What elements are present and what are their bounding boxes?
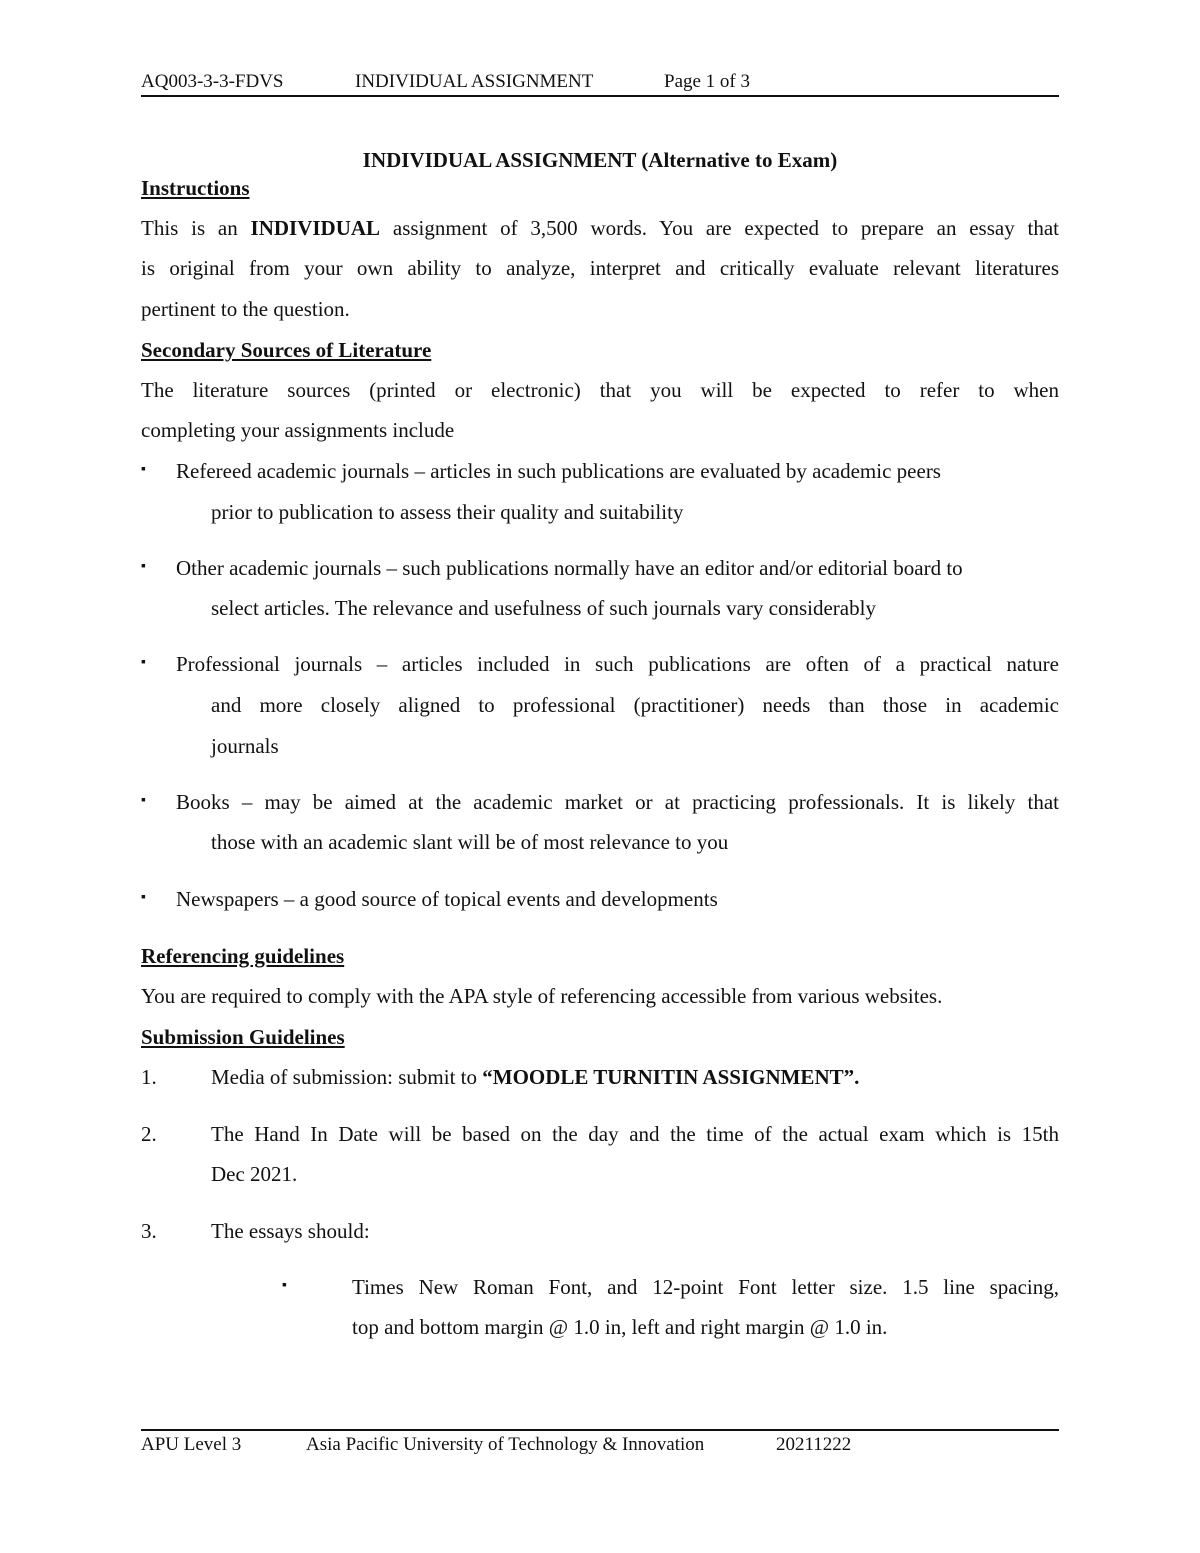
bullet-marker: ▪ [282, 1278, 287, 1293]
instructions-line-3: pertinent to the question. [141, 297, 350, 321]
essay-format-line-1: Times New Roman Font, and 12-point Font letter size. 1.5 line spacing, [352, 1275, 1059, 1299]
submission-item-2: The Hand In Date will be based on the day and the time of the actual exam which is 15th [211, 1122, 1059, 1146]
footer-university: Asia Pacific University of Technology & Innovation [306, 1434, 705, 1455]
list-number: 1. [141, 1065, 157, 1089]
list-item-continuation: prior to publication to assess their quality and suitability [211, 500, 684, 524]
instructions-line-1: This is an INDIVIDUAL assignment of 3,500 words. You are expected to prepare an essay that [141, 216, 1059, 240]
list-item: Refereed academic journals – articles in such publications are evaluated by academic peers [176, 459, 941, 483]
bullet-marker: ▪ [141, 793, 146, 808]
list-item: Other academic journals – such publications normally have an editor and/or editorial board to [176, 556, 963, 580]
list-number: 3. [141, 1219, 157, 1243]
list-number: 2. [141, 1122, 157, 1146]
instructions-heading: Instructions [141, 176, 250, 200]
referencing-text: You are required to comply with the APA style of referencing accessible from various websites. [141, 984, 943, 1008]
list-item-continuation: journals [211, 734, 279, 758]
submission-item-2-continuation: Dec 2021. [211, 1162, 298, 1186]
individual-emphasis: INDIVIDUAL [250, 216, 381, 240]
bullet-marker: ▪ [141, 655, 146, 670]
document-title: INDIVIDUAL ASSIGNMENT (Alternative to Exam) [362, 148, 838, 172]
bullet-marker: ▪ [141, 890, 146, 905]
list-item: Newspapers – a good source of topical events and developments [176, 887, 718, 911]
referencing-heading: Referencing guidelines [141, 944, 345, 968]
submission-heading: Submission Guidelines [141, 1025, 345, 1049]
header-page: Page 1 of 3 [664, 71, 751, 92]
footer-level: APU Level 3 [141, 1434, 242, 1455]
list-item: Books – may be aimed at the academic market or at practicing professionals. It is likely that [176, 790, 1059, 814]
list-item: Professional journals – articles included in such publications are often of a practical nature [176, 652, 1059, 676]
secondary-heading: Secondary Sources of Literature [141, 338, 432, 362]
list-item-continuation: those with an academic slant will be of most relevance to you [211, 830, 729, 854]
footer-code: 20211222 [776, 1434, 852, 1455]
bullet-marker: ▪ [141, 462, 146, 477]
header-rule [141, 95, 1059, 97]
footer-rule [141, 1429, 1059, 1431]
list-item-continuation: and more closely aligned to professional (practitioner) needs than those in academic [211, 693, 1059, 717]
essay-format-line-2: top and bottom margin @ 1.0 in, left and right margin @ 1.0 in. [352, 1315, 888, 1339]
submission-item-3: The essays should: [211, 1219, 370, 1243]
secondary-intro-line-2: completing your assignments include [141, 418, 455, 442]
instructions-line-2: is original from your own ability to analyze, interpret and critically evaluate relevant literatures [141, 256, 1059, 280]
moodle-turnitin-emphasis: “MOODLE TURNITIN ASSIGNMENT”. [482, 1065, 860, 1089]
bullet-marker: ▪ [141, 559, 146, 574]
header-type: INDIVIDUAL ASSIGNMENT [355, 71, 594, 92]
secondary-intro-line-1: The literature sources (printed or electronic) that you will be expected to refer to when [141, 378, 1059, 402]
list-item-continuation: select articles. The relevance and usefulness of such journals vary considerably [211, 596, 876, 620]
header-code: AQ003-3-3-FDVS [141, 71, 284, 92]
submission-item-1: Media of submission: submit to “MOODLE TURNITIN ASSIGNMENT”. [211, 1065, 860, 1089]
